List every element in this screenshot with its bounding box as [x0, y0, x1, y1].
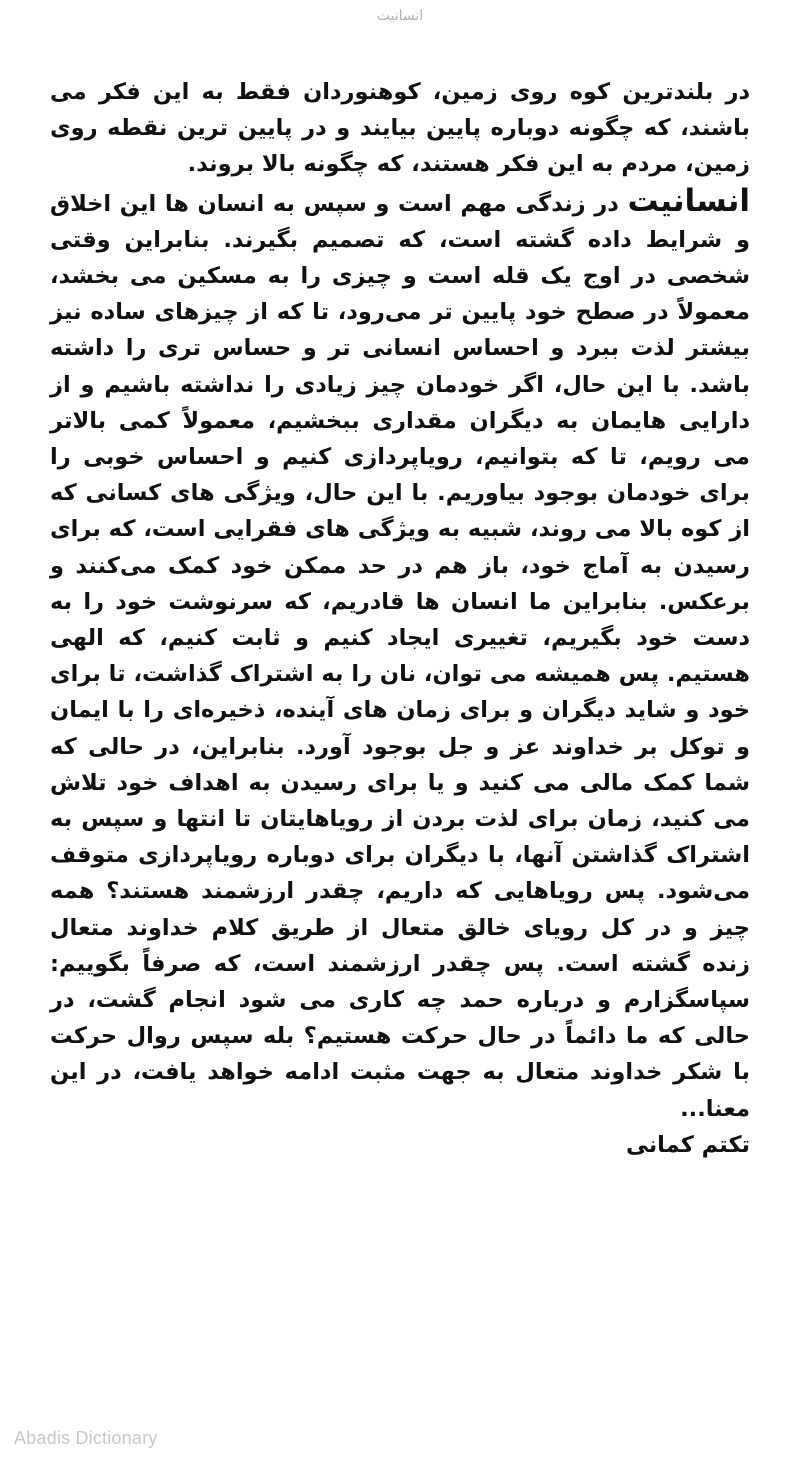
article-body-text: در زندگی مهم است و سپس به انسان ها این اخلاق و شرایط داده گشته است، که تصمیم بگیرند. بنابراین وقتی شخصی در اوج یک قله است و چیزی را به مسکین می بخشد، معمولاً در صطح خود پایین تر می‌رود، تا که از چیزهای ساده نیز بیشتر لذت ببرد و احساس انسانی تر و حساس تری را داشته باشد. با این حال، اگر خودمان چیز زیادی را نداشته باشیم و از دارایی هایمان به دیگران مقداری ببخشیم، معمولاً کمی بالاتر می رویم، تا که بتوانیم، رویاپردازی کنیم و احساس خوبی را برای خودمان بوجود بیاوریم. با این حال، ویژگی های کسانی که از کوه بالا می روند، شبیه به ویژگی های فقرایی است، که برای رسیدن به آماج خود، باز هم در حد ممکن خود کمک می‌کنند و برعکس. بنابراین ما انسان ها قادریم، که سرنوشت خود را به دست خود بگیریم، تغییری ایجاد کنیم و ثابت کنیم، که الهی هستیم. پس همیشه می توان، نان را به اشتراک گذاشت، تا برای خود و شاید دیگران و برای زمان های آینده، ذخیره‌ای را با ایمان و توکل بر خداوند عز و جل بوجود آورد. بنابراین، در حالی که شما کمک مالی می کنید و یا برای رسیدن به اهداف خود تلاش می کنید، زمان برای لذت بردن از رویاهایتان تا انتها و سپس به اشتراک گذاشتن آنها، با دیگران برای دوباره رویاپردازی متوقف می‌شود. پس رویاهایی که داریم، چقدر ارزشمند هستند؟ همه چیز و در کل رویای خالق متعال از طریق کلام خداوند متعال زنده گشته است. پس چقدر ارزشمند است، که صرفاً بگوییم: سپاسگزارم و درباره حمد چه کاری می شود انجام گشت، در حالی که ما دائماً در حال حرکت هستیم؟ بله سپس روال حرکت با شکر خداوند متعال به جهت مثبت ادامه خواهد یافت، در این معنا... [50, 190, 750, 1122]
article-main-paragraph [50, 183, 750, 1127]
author-signature: تکتم کمانی [625, 1131, 750, 1158]
page-title: انسانیت [376, 8, 424, 24]
article-keyword: انسانیت [627, 182, 750, 219]
article-intro: در بلندترین کوه روی زمین، کوهنوردان فقط به این فکر می باشند، که چگونه دوباره پایین بیایند و در پایین ترین نقطه روی زمین، مردم به این فکر هستند، که چگونه بالا بروند. [50, 79, 750, 178]
article-body [50, 74, 750, 1163]
source-watermark: Abadis Dictionary [14, 1428, 158, 1448]
